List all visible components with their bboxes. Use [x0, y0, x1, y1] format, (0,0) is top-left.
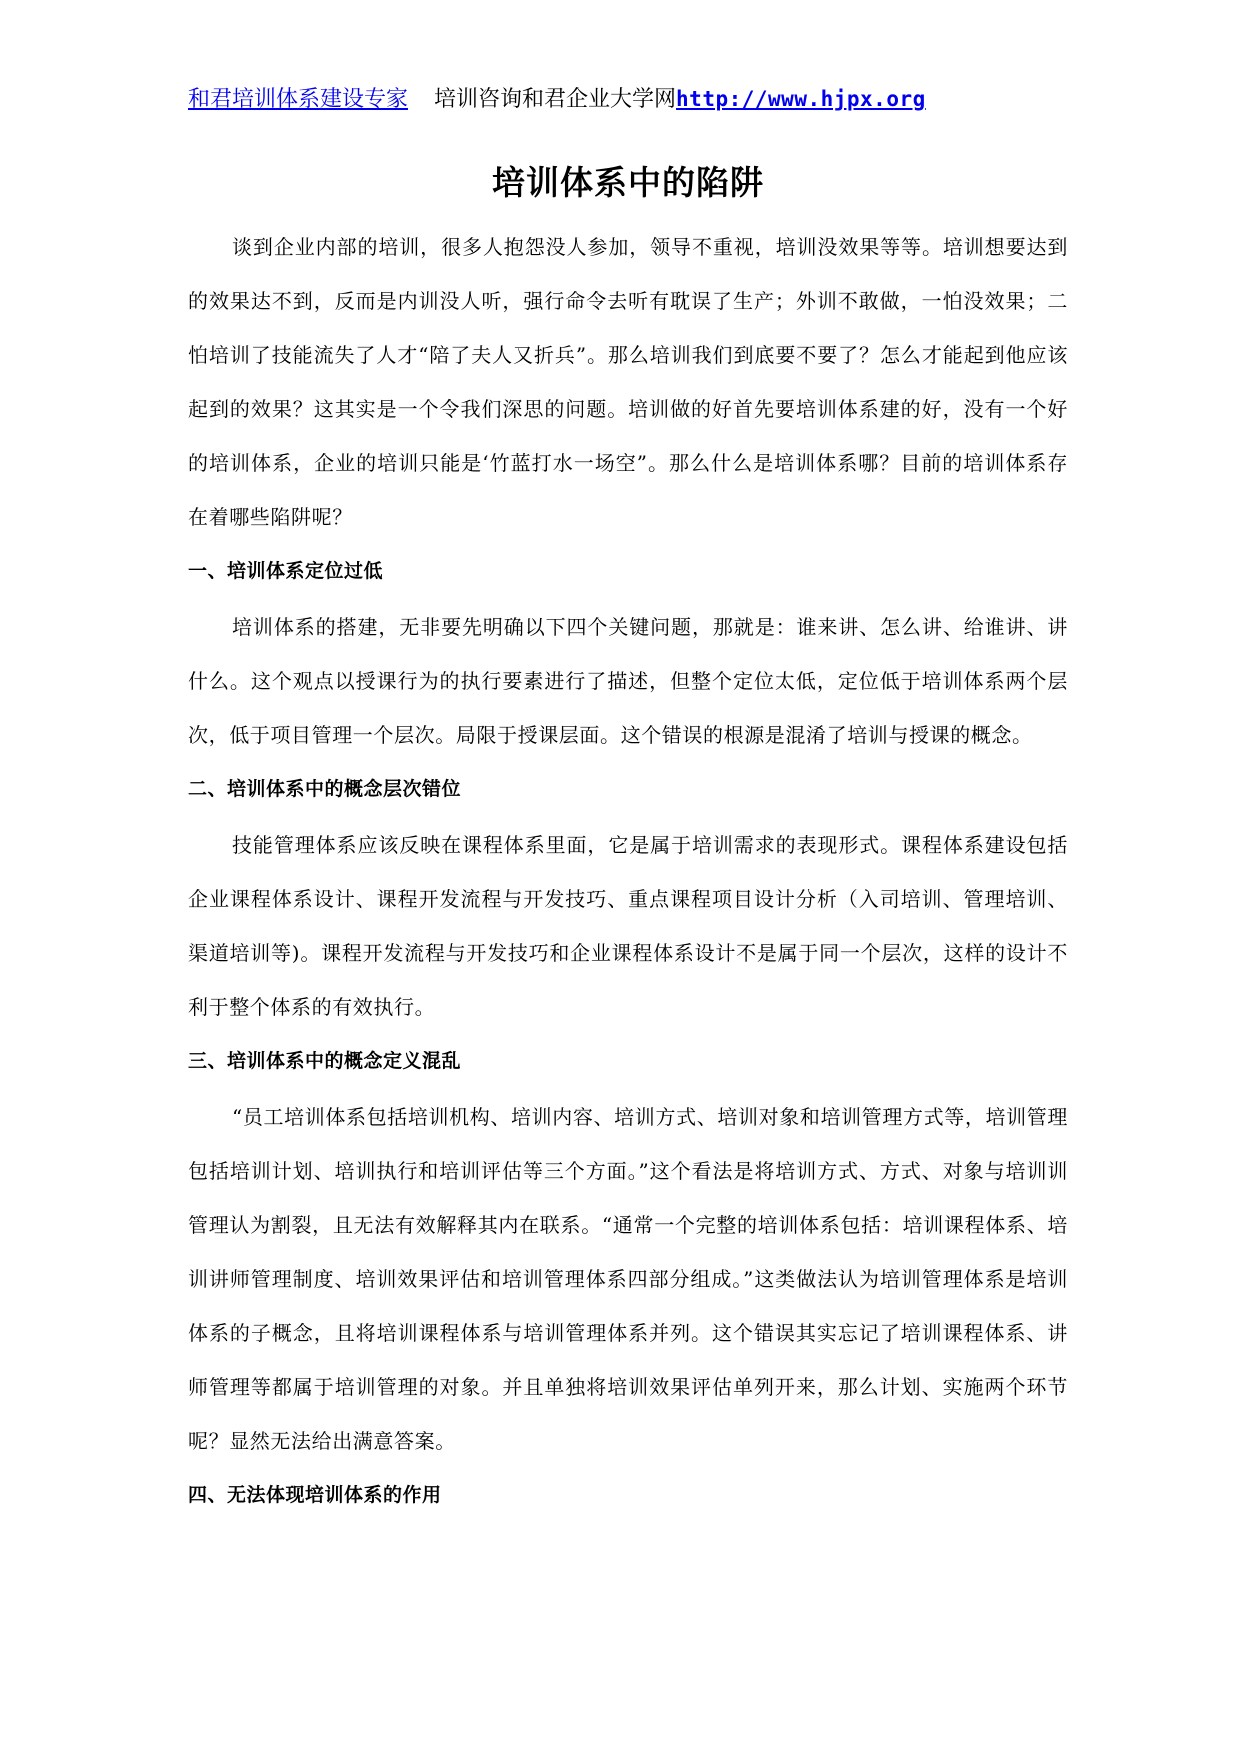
section-body-2: 技能管理体系应该反映在课程体系里面，它是属于培训需求的表现形式。课程体系建设包括企业课程体系设计、课程开发流程与开发技巧、重点课程项目设计分析（入司培训、管理培训、渠道培训等)。课程开发流程与开发技巧和企业课程体系设计不是属于同一个层次，这样的设计不利于整个体系的有效执行。	[188, 833, 1068, 1019]
document-title: 培训体系中的陷阱	[492, 163, 764, 202]
section-heading-1: 一、培训体系定位过低	[188, 560, 384, 582]
header-link[interactable]: 和君培训体系建设专家	[188, 87, 409, 112]
section-body-3: “员工培训体系包括培训机构、培训内容、培训方式、培训对象和培训管理方式等，培训管理包括培训计划、培训执行和培训评估等三个方面。”这个看法是将培训方式、方式、对象与培训训管理认为割裂，且无法有效解释其内在联系。“通常一个完整的培训体系包括：培训课程体系、培训讲师管理制度、培训效果评估和培训管理体系四部分组成。”这类做法认为培训管理体系是培训体系的子概念，且将培训课程体系与培训管理体系并列。这个错误其实忘记了培训课程体系、讲师管理等都属于培训管理的对象。并且单独将培训效果评估单列开来，那么计划、实施两个环节呢？显然无法给出满意答案。	[188, 1105, 1068, 1453]
header-site-name: 培训咨询和君企业大学网	[434, 87, 677, 112]
page-header	[188, 84, 1068, 114]
header-url-link[interactable]: http://www.hjpx.org	[676, 87, 926, 111]
section-heading-3: 三、培训体系中的概念定义混乱	[188, 1050, 462, 1072]
section-body-1: 培训体系的搭建，无非要先明确以下四个关键问题，那就是：谁来讲、怎么讲、给谁讲、讲什么。这个观点以授课行为的执行要素进行了描述，但整个定位太低，定位低于培训体系两个层次，低于项目管理一个层次。局限于授课层面。这个错误的根源是混淆了培训与授课的概念。	[188, 615, 1068, 747]
intro-paragraph: 谈到企业内部的培训，很多人抱怨没人参加，领导不重视，培训没效果等等。培训想要达到的效果达不到，反而是内训没人听，强行命令去听有耽误了生产；外训不敢做，一怕没效果；二怕培训了技能流失了人才“陪了夫人又折兵”。那么培训我们到底要不要了？怎么才能起到他应该起到的效果？这其实是一个令我们深思的问题。培训做的好首先要培训体系建的好，没有一个好的培训体系，企业的培训只能是‘竹蓝打水一场空”。那么什么是培训体系哪？目前的培训体系存在着哪些陷阱呢？	[188, 235, 1068, 529]
document-page	[188, 84, 1068, 1524]
section-heading-2: 二、培训体系中的概念层次错位	[188, 778, 462, 800]
section-heading-4: 四、无法体现培训体系的作用	[188, 1484, 442, 1506]
